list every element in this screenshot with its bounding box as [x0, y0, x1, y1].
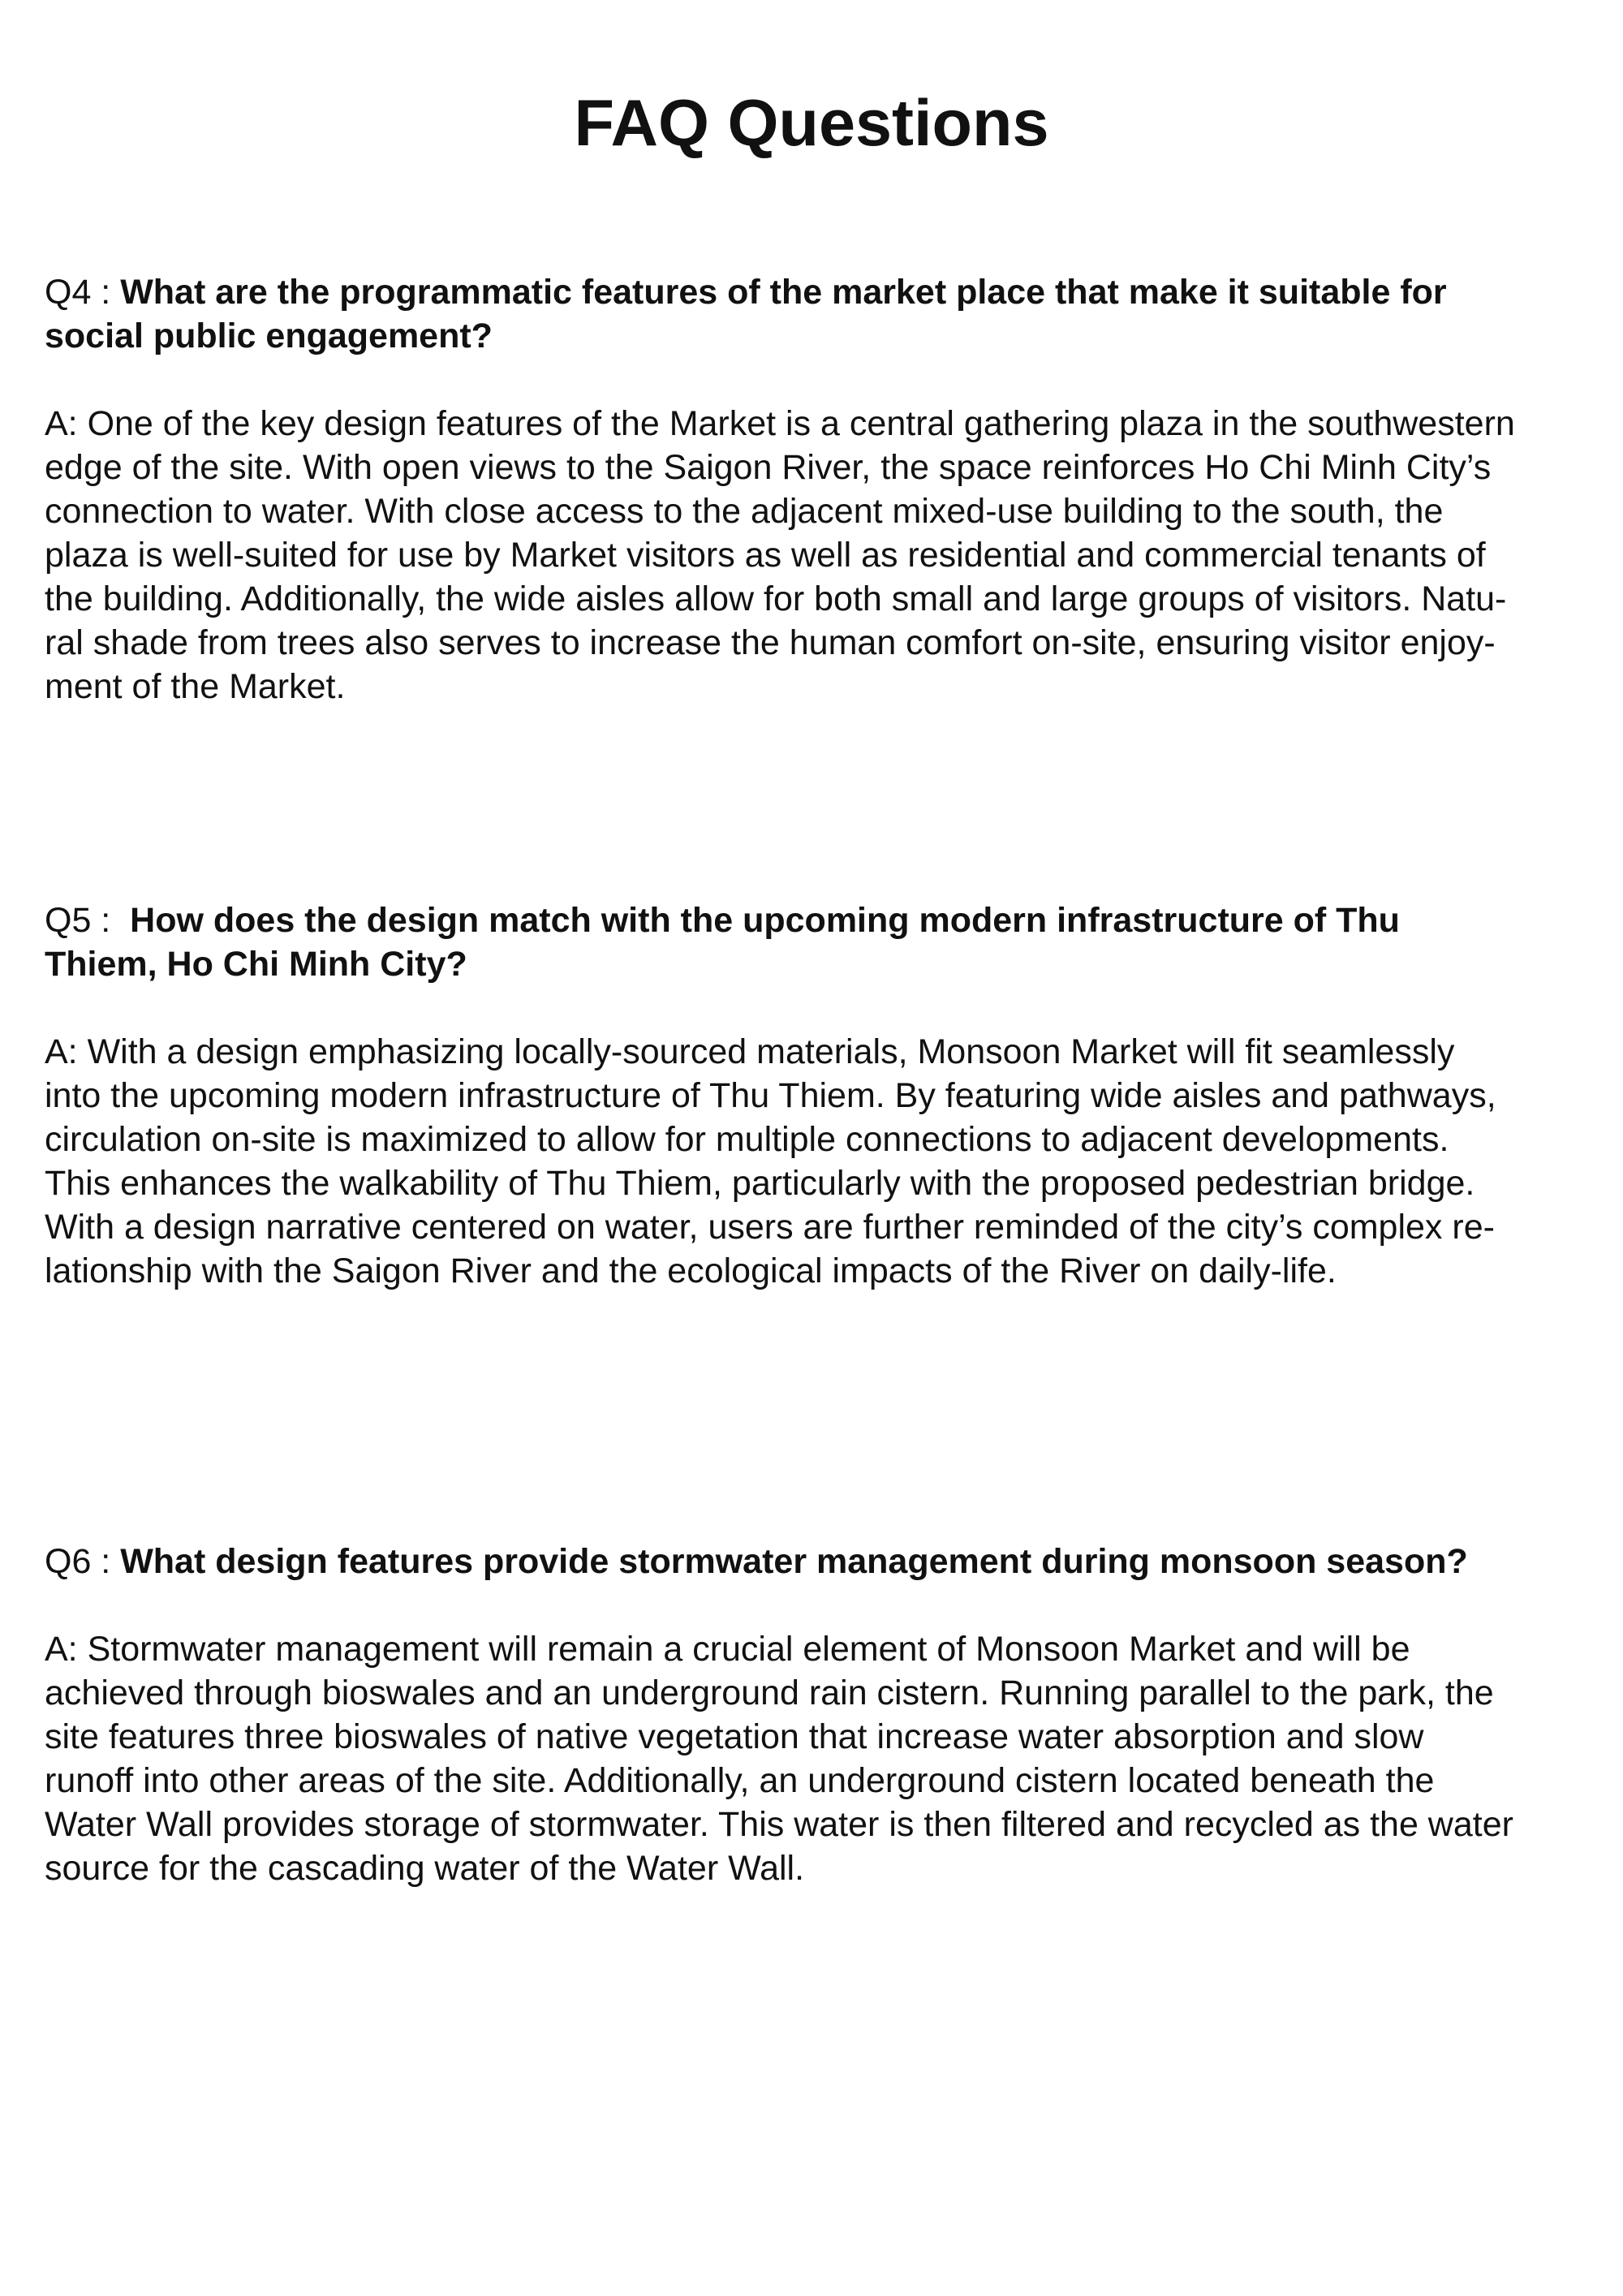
question-label: Q6 : [45, 1542, 121, 1581]
faq-answer: A: One of the key design features of the Market is a central gathering plaza in the southwestern edge of the site. With open views to the Saigon River, the space reinforces Ho Chi Minh City’s connection to water. With close access to the adjacent mixed-use building to the south, the plaza is well-suited for use by Market visitors as well as residential and commercial tenants of the building. Additionally, the wide aisles allow for both small and large groups of visitors. Natu- ral shade from trees also serves to increase the human comfort on-site, ensuring visitor enjoy- ment of the Market. [45, 404, 1515, 706]
faq-answer: A: With a design emphasizing locally-sourced materials, Monsoon Market will fit seamlessly into the upcoming modern infrastructure of Thu Thiem. By featuring wide aisles and pathways, circulation on-site is maximized to allow for multiple connections to adjacent developments. This enhances the walkability of Thu Thiem, particularly with the proposed pedestrian bridge. With a design narrative centered on water, users are further reminded of the city’s complex re- lationship with the Saigon River and the ecological impacts of the River on daily-life. [45, 1032, 1496, 1290]
question-text: How does the design match with the upcoming modern infrastructure of Thu Thiem, Ho Chi Minh City? [45, 901, 1400, 984]
page-title: FAQ Questions [574, 87, 1049, 160]
faq-item-q4 [45, 270, 1586, 709]
faq-item-q6 [45, 1540, 1586, 1890]
faq-answer: A: Stormwater management will remain a crucial element of Monsoon Market and will be achieved through bioswales and an underground rain cistern. Running parallel to the park, the site features three bioswales of native vegetation that increase water absorption and slow runoff into other areas of the site. Additionally, an underground cistern located beneath the Water Wall provides storage of stormwater. This water is then filtered and recycled as the water source for the cascading water of the Water Wall. [45, 1630, 1513, 1888]
faq-question [45, 1540, 1586, 1583]
faq-item-q5 [45, 898, 1586, 1293]
faq-question [45, 898, 1586, 986]
question-text: What design features provide stormwater management during monsoon season? [120, 1542, 1468, 1581]
question-text: What are the programmatic features of the market place that make it suitable for social public engagement? [45, 273, 1447, 355]
faq-question [45, 270, 1586, 358]
question-label: Q4 : [45, 273, 121, 312]
question-label: Q5 : [45, 901, 131, 940]
